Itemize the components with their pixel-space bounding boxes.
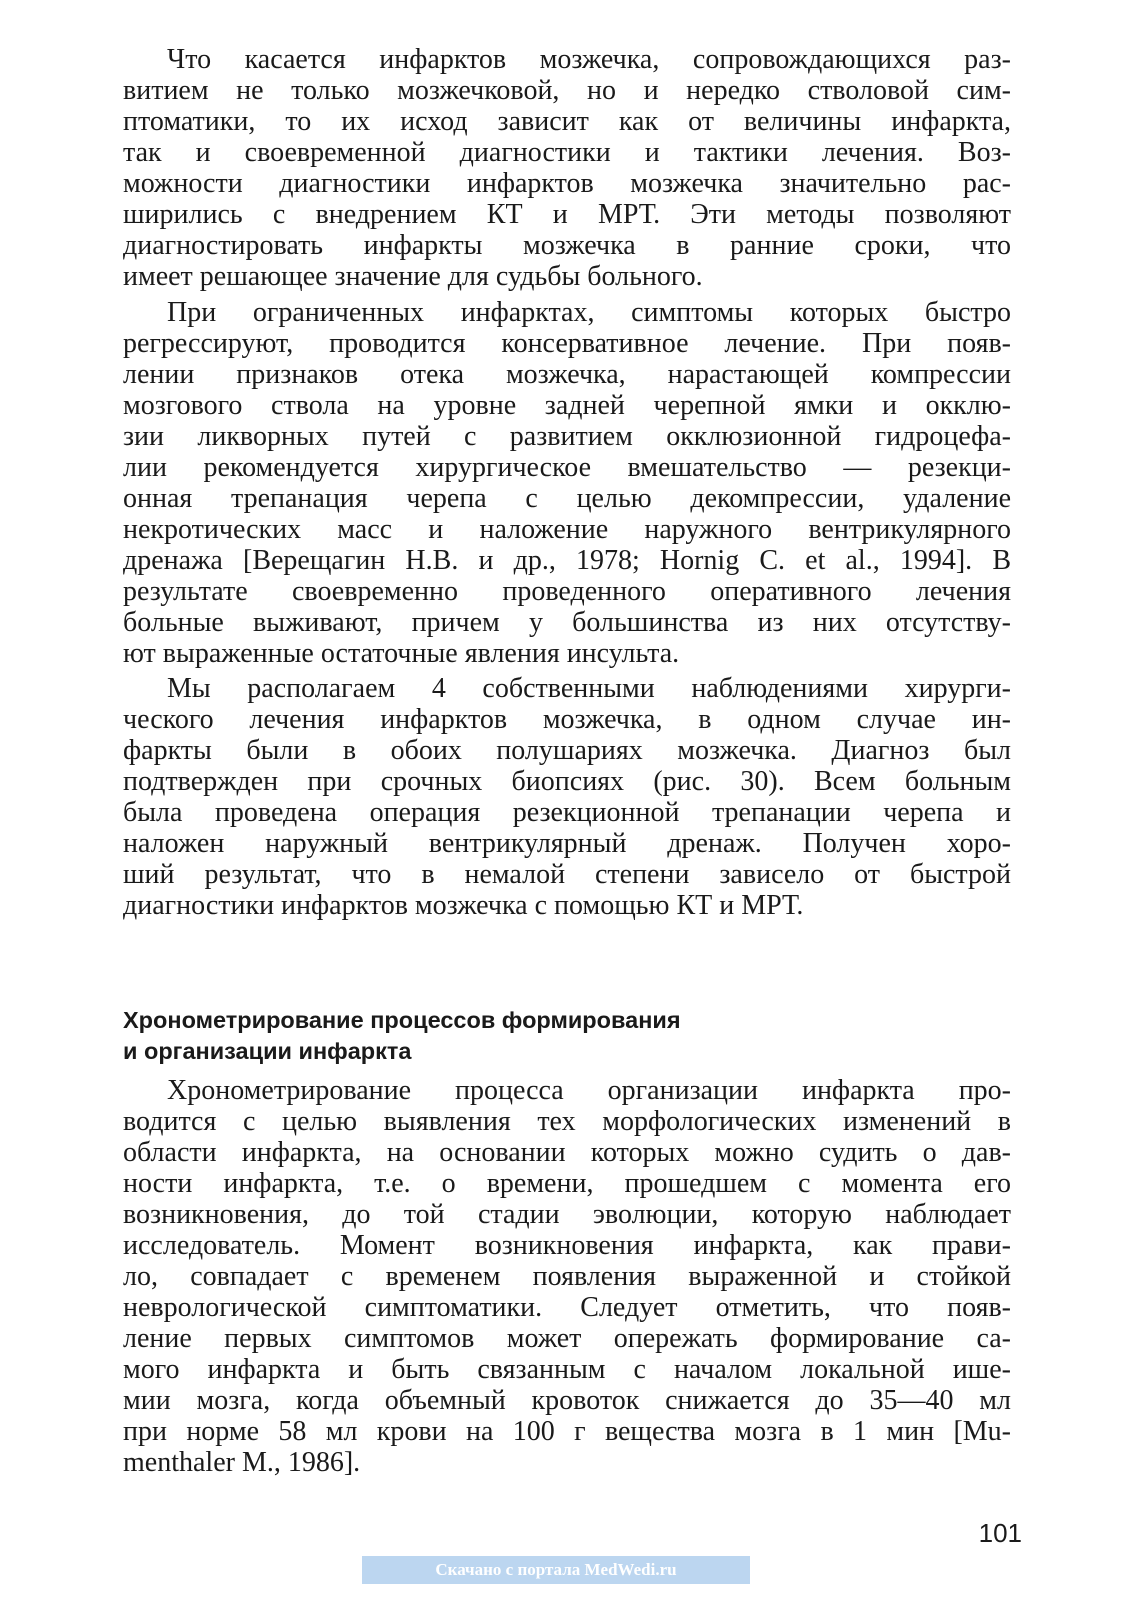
text-line: птоматики, то их исход зависит как от величины инфаркта, [123,106,1011,137]
paragraph-treatment [123,297,1011,669]
text-line: области инфаркта, на основании которых можно судить о дав- [123,1137,1011,1168]
text-line: некротических масс и наложение наружного вентрикулярного [123,514,1011,545]
text-line: так и своевременной диагностики и тактики лечения. Воз- [123,137,1011,168]
text-line: ширились с внедрением КТ и МРТ. Эти методы позволяют [123,199,1011,230]
text-line: неврологической симптоматики. Следует отметить, что появ- [123,1292,1011,1323]
text-line: наложен наружный вентрикулярный дренаж. Получен хоро- [123,828,1011,859]
text-line: можности диагностики инфарктов мозжечка значительно рас- [123,168,1011,199]
watermark-banner: Скачано с портала MedWedi.ru [362,1556,750,1584]
text-line: Хронометрирование процесса организации инфаркта про- [167,1075,1011,1106]
paragraph-cerebellar-infarcts [123,44,1011,292]
text-line: больные выживают, причем у большинства из них отсутству- [123,607,1011,638]
text-line: была проведена операция резекционной трепанации черепа и [123,797,1011,828]
section-heading-line: Хронометрирование процессов формирования [123,1007,681,1033]
text-line: возникновения, до той стадии эволюции, которую наблюдает [123,1199,1011,1230]
text-line: фаркты были в обоих полушариях мозжечка. Диагноз был [123,735,1011,766]
text-line: Что касается инфарктов мозжечка, сопровождающихся раз- [167,44,1011,75]
text-line: результате своевременно проведенного оперативного лечения [123,576,1011,607]
text-line: мого инфаркта и быть связанным с началом локальной ише- [123,1354,1011,1385]
text-line: мии мозга, когда объемный кровоток снижается до 35—40 мл [123,1385,1011,1416]
paragraph-chronometry [123,1075,1011,1478]
text-line: при норме 58 мл крови на 100 г вещества мозга в 1 мин [Mu- [123,1416,1011,1447]
text-line: Мы располагаем 4 собственными наблюдениями хирурги- [167,673,1011,704]
text-line: исследователь. Момент возникновения инфаркта, как прави- [123,1230,1011,1261]
text-line: menthaler М., 1986]. [123,1447,361,1478]
section-heading [123,1005,1011,1067]
text-line: онная трепанация черепа с целью декомпрессии, удаление [123,483,1011,514]
text-line: лии рекомендуется хирургическое вмешательство — резекци- [123,452,1011,483]
text-line: ности инфаркта, т.е. о времени, прошедшем с момента его [123,1168,1011,1199]
text-line: диагностировать инфаркты мозжечка в ранние сроки, что [123,230,1011,261]
text-line: дренажа [Верещагин Н.В. и др., 1978; Hornig С. et al., 1994]. В [123,545,1011,576]
text-line: ление первых симптомов может опережать формирование са- [123,1323,1011,1354]
section-heading-line: и организации инфаркта [123,1038,412,1064]
text-line: диагностики инфарктов мозжечка с помощью КТ и МРТ. [123,890,804,921]
text-line: ший результат, что в немалой степени зависело от быстрой [123,859,1011,890]
paragraph-own-observations [123,673,1011,921]
text-line: ют выраженные остаточные явления инсульта. [123,638,680,669]
text-line: мозгового ствола на уровне задней черепной ямки и окклю- [123,390,1011,421]
text-line: подтвержден при срочных биопсиях (рис. 30). Всем больным [123,766,1011,797]
text-line: лении признаков отека мозжечка, нарастающей компрессии [123,359,1011,390]
page-number: 101 [978,1518,1022,1548]
text-line: водится с целью выявления тех морфологических изменений в [123,1106,1011,1137]
text-line: зии ликворных путей с развитием окклюзионной гидроцефа- [123,421,1011,452]
text-line: имеет решающее значение для судьбы больного. [123,261,703,292]
text-line: ло, совпадает с временем появления выраженной и стойкой [123,1261,1011,1292]
text-line: витием не только мозжечковой, но и нередко стволовой сим- [123,75,1011,106]
text-line: регрессируют, проводится консервативное лечение. При появ- [123,328,1011,359]
text-line: ческого лечения инфарктов мозжечка, в одном случае ин- [123,704,1011,735]
text-line: При ограниченных инфарктах, симптомы которых быстро [167,297,1011,328]
